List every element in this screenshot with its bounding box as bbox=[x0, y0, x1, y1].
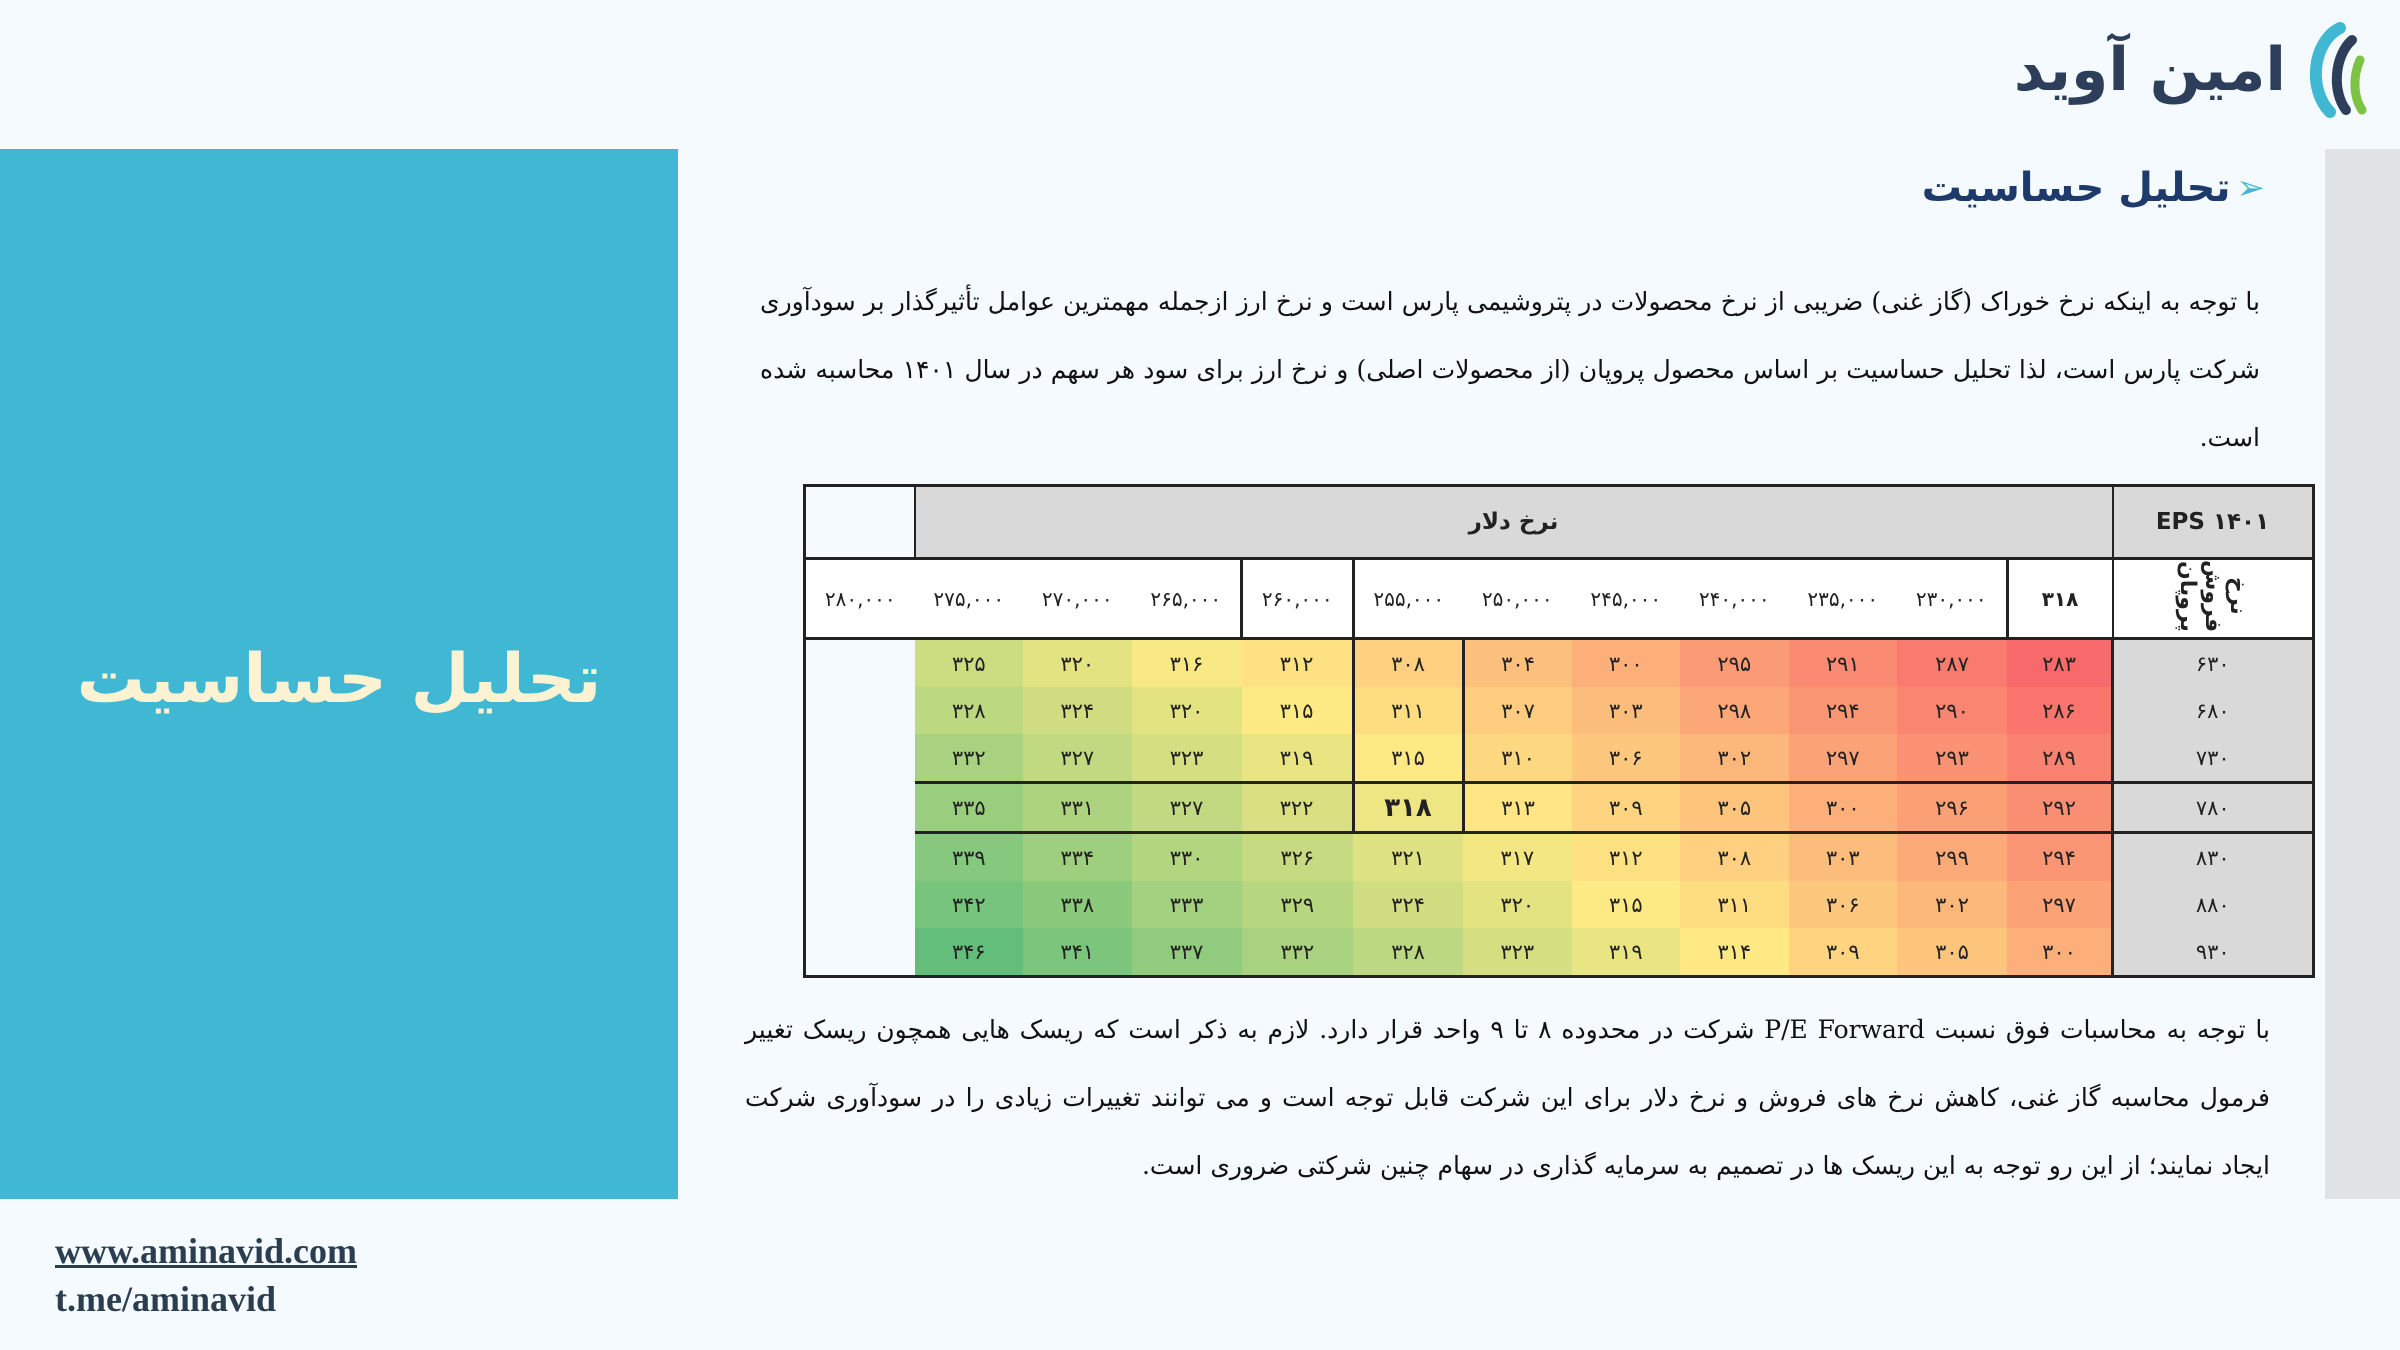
table-cell: ۳۰۰ bbox=[1789, 783, 1898, 833]
table-cell: ۲۹۰ bbox=[1897, 687, 2007, 734]
table-cell: ۳۴۱ bbox=[1023, 928, 1132, 977]
table-cell: ۳۱۳ bbox=[1463, 783, 1572, 833]
table-cell: ۳۲۲ bbox=[1242, 783, 1354, 833]
table-cell: ۳۰۲ bbox=[1897, 881, 2007, 928]
table-cell: ۳۰۶ bbox=[1789, 881, 1898, 928]
table-cell: ۲۸۹ bbox=[2007, 734, 2113, 783]
table-cell: ۳۰۹ bbox=[1572, 783, 1681, 833]
table-cell: ۲۹۷ bbox=[2007, 881, 2113, 928]
logo-text: امین آوید bbox=[2013, 35, 2286, 105]
table-cell: ۲۸۳ bbox=[2007, 639, 2113, 688]
table-cell: ۲۹۴ bbox=[2007, 833, 2113, 882]
table-row bbox=[805, 639, 2314, 688]
intro-paragraph: با توجه به اینکه نرخ خوراک (گاز غنی) ضریبی از نرخ محصولات در پتروشیمی پارس است و نرخ ارز ازجمله مهمترین عوامل تأثیرگذار بر سودآوری شرکت پارس است، لذا تحلیل حساسیت بر اساس محصول پروپان (از محصولات اصلی) و نرخ ارز برای سود هر سهم در سال ۱۴۰۱ محاسبه شده است. bbox=[760, 287, 2260, 452]
row-label: ۷۳۰ bbox=[2113, 734, 2314, 783]
table-cell: ۳۴۲ bbox=[915, 881, 1024, 928]
sensitivity-table bbox=[803, 484, 2315, 978]
table-cell: ۲۹۱ bbox=[1789, 639, 1898, 688]
arrow-icon: ➢ bbox=[2236, 168, 2265, 208]
row-label: ۶۸۰ bbox=[2113, 687, 2314, 734]
table-cell: ۳۳۱ bbox=[1023, 783, 1132, 833]
table-cell: ۳۲۳ bbox=[1463, 928, 1572, 977]
table-cell: ۳۱۲ bbox=[1242, 639, 1354, 688]
table-cell: ۳۲۸ bbox=[915, 687, 1024, 734]
table-cell: ۳۱۶ bbox=[1132, 639, 1242, 688]
row-label: ۸۳۰ bbox=[2113, 833, 2314, 882]
table-cell: ۳۱۰ bbox=[1463, 734, 1572, 783]
table-cell: ۳۰۸ bbox=[1680, 833, 1789, 882]
table-row bbox=[805, 734, 2314, 783]
table-cell: ۳۲۹ bbox=[1242, 881, 1354, 928]
table-cell: ۳۳۲ bbox=[915, 734, 1024, 783]
column-header: ۲۴۰,۰۰۰ bbox=[1680, 559, 1789, 639]
table-cell: ۳۳۹ bbox=[915, 833, 1024, 882]
table-cell: ۳۲۵ bbox=[915, 639, 1024, 688]
table-cell: ۳۱۲ bbox=[1572, 833, 1681, 882]
table-cell: ۳۱۵ bbox=[1353, 734, 1463, 783]
table-cell: ۲۹۸ bbox=[1680, 687, 1789, 734]
column-header: ۲۵۵,۰۰۰ bbox=[1353, 559, 1463, 639]
table-cell: ۳۲۸ bbox=[1353, 928, 1463, 977]
table-cell: ۲۹۵ bbox=[1680, 639, 1789, 688]
table-cell: ۳۰۰ bbox=[2007, 928, 2113, 977]
column-header-row bbox=[805, 559, 2314, 639]
row-label: ۸۸۰ bbox=[2113, 881, 2314, 928]
table-row bbox=[805, 928, 2314, 977]
table-cell: ۳۱۹ bbox=[1242, 734, 1354, 783]
table-cell: ۲۸۷ bbox=[1897, 639, 2007, 688]
table-cell: ۲۹۳ bbox=[1897, 734, 2007, 783]
table-row bbox=[805, 687, 2314, 734]
table-row bbox=[805, 833, 2314, 882]
table-cell: ۳۳۲ bbox=[1242, 928, 1354, 977]
table-cell: ۲۹۴ bbox=[1789, 687, 1898, 734]
column-header: ۲۴۵,۰۰۰ bbox=[1572, 559, 1681, 639]
table-cell: ۲۹۷ bbox=[1789, 734, 1898, 783]
table-cell: ۳۲۰ bbox=[1463, 881, 1572, 928]
table-cell: ۳۲۰ bbox=[1132, 687, 1242, 734]
table-cell: ۲۹۹ bbox=[1897, 833, 2007, 882]
table-cell: ۳۱۹ bbox=[1572, 928, 1681, 977]
table-cell: ۲۹۶ bbox=[1897, 783, 2007, 833]
table-cell: ۳۰۲ bbox=[1680, 734, 1789, 783]
table-cell: ۳۳۵ bbox=[915, 783, 1024, 833]
aminavid-logo-icon bbox=[2300, 20, 2370, 120]
column-header: ۲۸۰,۰۰۰ bbox=[805, 559, 915, 639]
section-heading bbox=[1922, 165, 2265, 211]
column-header: ۲۳۵,۰۰۰ bbox=[1789, 559, 1898, 639]
table-cell: ۳۰۵ bbox=[1897, 928, 2007, 977]
table-cell: ۳۲۷ bbox=[1023, 734, 1132, 783]
table-cell: ۳۲۰ bbox=[1023, 639, 1132, 688]
table-cell: ۳۴۶ bbox=[915, 928, 1024, 977]
table-cell: ۳۰۶ bbox=[1572, 734, 1681, 783]
table-cell: ۳۰۷ bbox=[1463, 687, 1572, 734]
base-eps-value: ۳۱۸ bbox=[2007, 559, 2113, 639]
table-cell: ۳۰۴ bbox=[1463, 639, 1572, 688]
table-cell: ۳۰۰ bbox=[1572, 639, 1681, 688]
section-heading-text: تحلیل حساسیت bbox=[1921, 165, 2231, 211]
table-cell: ۳۱۱ bbox=[1353, 687, 1463, 734]
column-header: ۲۷۰,۰۰۰ bbox=[1023, 559, 1132, 639]
table-cell: ۳۱۱ bbox=[1680, 881, 1789, 928]
conclusion-paragraph: با توجه به محاسبات فوق نسبت P/E Forward شرکت در محدوده ۸ تا ۹ واحد قرار دارد. لازم به ذکر است که ریسک هایی همچون ریسک تغییر فرمول محاسبه گاز غنی، کاهش نرخ های فروش و نرخ دلار برای این شرکت قابل توجه است و می توانند تغییرات زیادی را در سودآوری شرکت ایجاد نمایند؛ از این رو توجه به این ریسک ها در تصمیم به سرمایه گذاری در سهام چنین شرکتی ضروری است. bbox=[745, 1015, 2271, 1180]
table-cell: ۳۱۴ bbox=[1680, 928, 1789, 977]
column-header: ۲۶۵,۰۰۰ bbox=[1132, 559, 1242, 639]
table-cell: ۳۳۴ bbox=[1023, 833, 1132, 882]
base-case-cell: ۳۱۸ bbox=[1353, 783, 1463, 833]
website-link[interactable]: www.aminavid.com bbox=[55, 1231, 358, 1271]
table-row bbox=[805, 881, 2314, 928]
table-cell: ۳۲۱ bbox=[1353, 833, 1463, 882]
table-cell: ۳۰۸ bbox=[1353, 639, 1463, 688]
table-cell: ۳۲۳ bbox=[1132, 734, 1242, 783]
table-cell: ۲۹۲ bbox=[2007, 783, 2113, 833]
left-panel-title: تحلیل حساسیت bbox=[76, 640, 602, 719]
table-cell: ۳۲۴ bbox=[1023, 687, 1132, 734]
table-cell: ۳۳۸ bbox=[1023, 881, 1132, 928]
right-accent-strip bbox=[2325, 149, 2400, 1199]
row-group-label: نرخ فروش پروپان bbox=[2113, 559, 2314, 639]
footer bbox=[55, 1227, 357, 1323]
table-cell: ۳۲۴ bbox=[1353, 881, 1463, 928]
corner-label: EPS ۱۴۰۱ bbox=[2113, 486, 2314, 559]
table-cell: ۳۱۵ bbox=[1242, 687, 1354, 734]
table-cell: ۳۲۷ bbox=[1132, 783, 1242, 833]
table-cell: ۳۰۳ bbox=[1572, 687, 1681, 734]
table-cell: ۲۸۶ bbox=[2007, 687, 2113, 734]
col-group-label: نرخ دلار bbox=[915, 486, 2113, 559]
table-cell: ۳۲۶ bbox=[1242, 833, 1354, 882]
column-header: ۲۳۰,۰۰۰ bbox=[1897, 559, 2007, 639]
logo bbox=[2014, 20, 2370, 120]
column-header: ۲۵۰,۰۰۰ bbox=[1463, 559, 1572, 639]
row-label: ۹۳۰ bbox=[2113, 928, 2314, 977]
table-cell: ۳۳۳ bbox=[1132, 881, 1242, 928]
table-cell: ۳۳۷ bbox=[1132, 928, 1242, 977]
table-cell: ۳۰۹ bbox=[1789, 928, 1898, 977]
table-row bbox=[805, 783, 2314, 833]
telegram-link[interactable]: t.me/aminavid bbox=[55, 1279, 276, 1319]
column-header: ۲۷۵,۰۰۰ bbox=[915, 559, 1024, 639]
row-label: ۷۸۰ bbox=[2113, 783, 2314, 833]
table-cell: ۳۳۰ bbox=[1132, 833, 1242, 882]
table-cell: ۳۱۵ bbox=[1572, 881, 1681, 928]
column-header: ۲۶۰,۰۰۰ bbox=[1242, 559, 1354, 639]
table-cell: ۳۰۵ bbox=[1680, 783, 1789, 833]
table-cell: ۳۰۳ bbox=[1789, 833, 1898, 882]
table-cell: ۳۱۷ bbox=[1463, 833, 1572, 882]
row-label: ۶۳۰ bbox=[2113, 639, 2314, 688]
